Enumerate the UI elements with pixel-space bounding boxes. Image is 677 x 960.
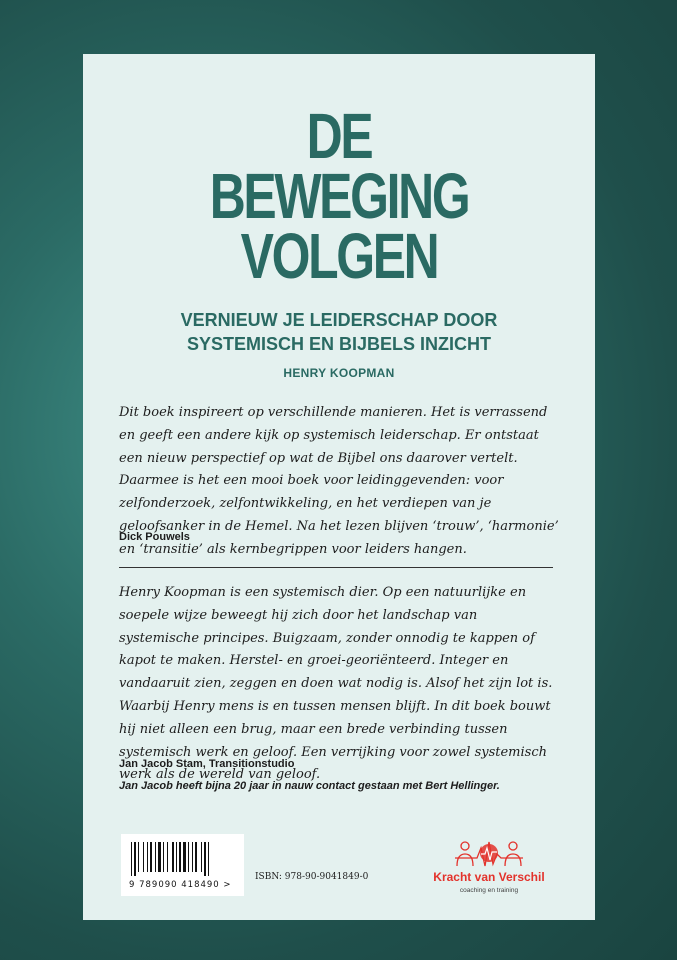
endorsement-quote: Henry Koopman is een systemisch dier. Op een natuurlijke en soepele wijze beweegt hij zich door het landschap van systemische principes. Buigzaam, zonder onnodig te kappen of kapot te maken. Herstel- en groei-georiënteerd. Integer en vandaaruit zien, zeggen en doen wat nodig is. Alsof het zijn lot is. Waarbij Henry mens is en tussen mensen blijft. In dit boek bouwt hij niet alleen een brug, maar een brede verbinding tussen systemisch werk en geloof. Een verrijking voor zowel systemisch werk als de wereld van geloof.	[119, 585, 553, 783]
subtitle-line: VERNIEUW JE LEIDERSCHAP DOOR	[180, 310, 498, 330]
book-title	[139, 100, 538, 292]
people-heartbeat-icon	[453, 836, 525, 870]
book-subtitle	[83, 308, 595, 356]
isbn-number: ISBN: 978-90-9041849-0	[255, 872, 369, 882]
barcode-bars	[131, 842, 235, 876]
author-name: HENRY KOOPMAN	[283, 366, 395, 380]
title-line: DE	[306, 100, 372, 172]
barcode-digits: 9 789090 418490 >	[129, 880, 232, 890]
endorsement-quote: Dit boek inspireert op verschillende manieren. Het is verrassend en geeft een andere kijk op systemisch leiderschap. Er ontstaat een nieuw perspectief op wat de Bijbel ons daarover vertelt. Daarmee is het een mooi boek voor leidinggevenden: voor zelfonderzoek, zelfontwikkeling, en het verdiepen van je geloofsanker in de Hemel. Na het lezen blijven ‘trouw’, ‘harmonie’ en ‘transitie’ als kernbegrippen voor leiders hangen.	[119, 405, 559, 557]
endorsement-attribution: Dick Pouwels	[119, 531, 190, 543]
publisher-logo	[419, 836, 559, 906]
book-back-cover	[83, 54, 595, 920]
barcode	[121, 834, 244, 896]
title-line: VOLGEN	[240, 220, 438, 292]
publisher-tagline: coaching en training	[459, 887, 519, 894]
title-line: BEWEGING	[209, 160, 469, 232]
publisher-name: Kracht van Verschil	[433, 870, 545, 884]
attribution-note: Jan Jacob heeft bijna 20 jaar in nauw contact gestaan met Bert Hellinger.	[119, 780, 500, 792]
subtitle-line: SYSTEMISCH EN BIJBELS INZICHT	[186, 334, 492, 354]
divider	[119, 567, 553, 568]
endorsement-attribution: Jan Jacob Stam, Transitionstudio	[119, 758, 295, 770]
